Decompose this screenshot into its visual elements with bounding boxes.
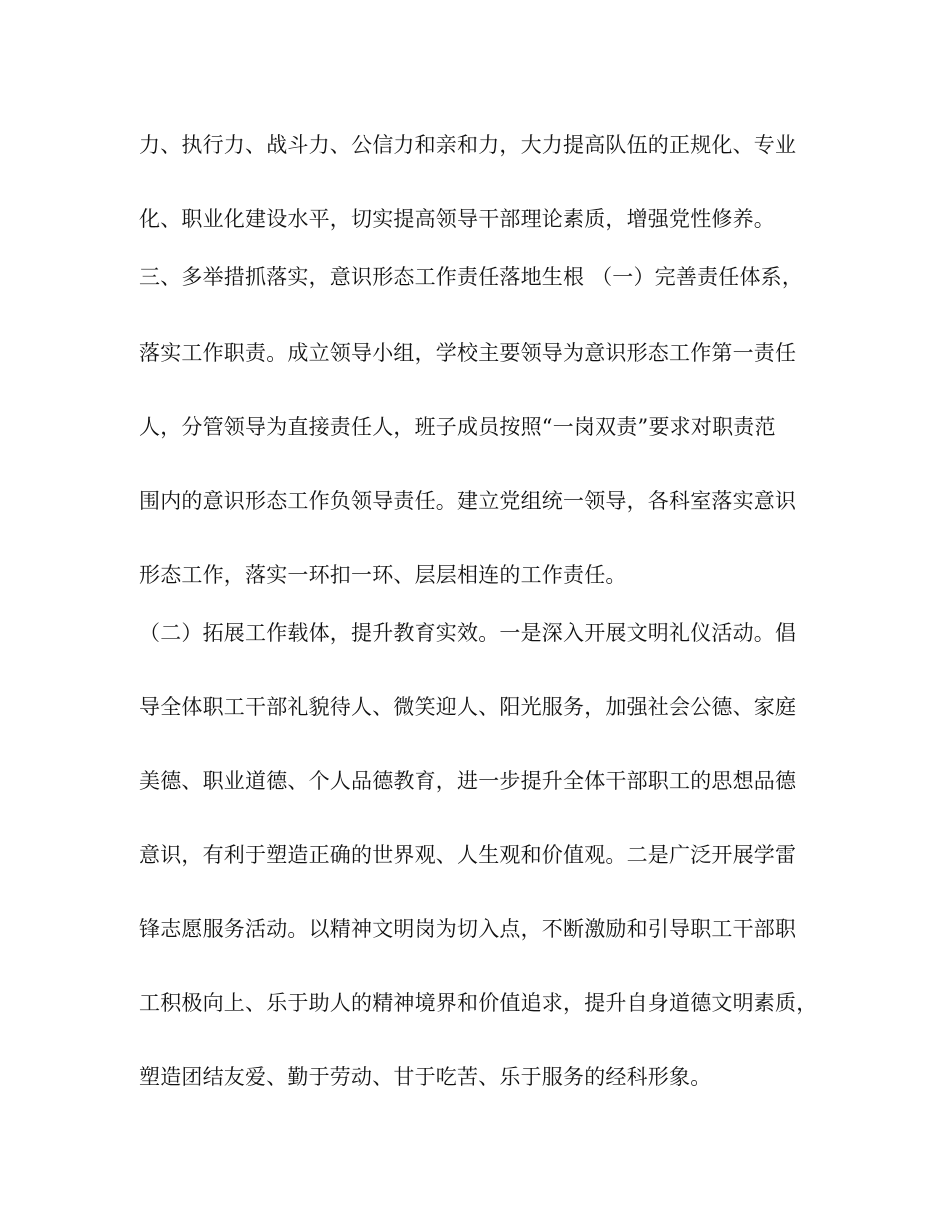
text-line-6: 围内的意识形态工作负领导责任。建立党组统一领导，各科室落实意识 <box>139 489 797 513</box>
subsection-line: （二）拓展工作载体，提升教育实效。一是深入开展文明礼仪活动。倡 <box>139 621 797 645</box>
text-line-1: 力、执行力、战斗力、公信力和亲和力，大力提高队伍的正规化、专业 <box>139 133 797 157</box>
text-line-2: 化、职业化建设水平，切实提高领导干部理论素质，增强党性修养。 <box>139 207 775 231</box>
text-line-4: 落实工作职责。成立领导小组，学校主要领导为意识形态工作第一责任 <box>139 341 797 365</box>
text-line-12: 锋志愿服务活动。以精神文明岗为切入点，不断激励和引导职工干部职 <box>139 917 797 941</box>
text-line-13: 工积极向上、乐于助人的精神境界和价值追求，提升自身道德文明素质， <box>139 991 818 1015</box>
section-heading-line: 三、多举措抓落实，意识形态工作责任落地生根 （一）完善责任体系， <box>139 265 804 289</box>
text-line-7: 形态工作，落实一环扣一环、层层相连的工作责任。 <box>139 563 627 587</box>
text-line-5: 人，分管领导为直接责任人，班子成员按照“一岗双责”要求对职责范 <box>139 415 776 439</box>
text-line-11: 意识，有利于塑造正确的世界观、人生观和价值观。二是广泛开展学雷 <box>139 843 797 867</box>
text-line-9: 导全体职工干部礼貌待人、微笑迎人、阳光服务，加强社会公德、家庭 <box>139 695 797 719</box>
text-line-14: 塑造团结友爱、勤于劳动、甘于吃苦、乐于服务的经科形象。 <box>139 1065 712 1089</box>
text-line-10: 美德、职业道德、个人品德教育，进一步提升全体干部职工的思想品德 <box>139 769 797 793</box>
